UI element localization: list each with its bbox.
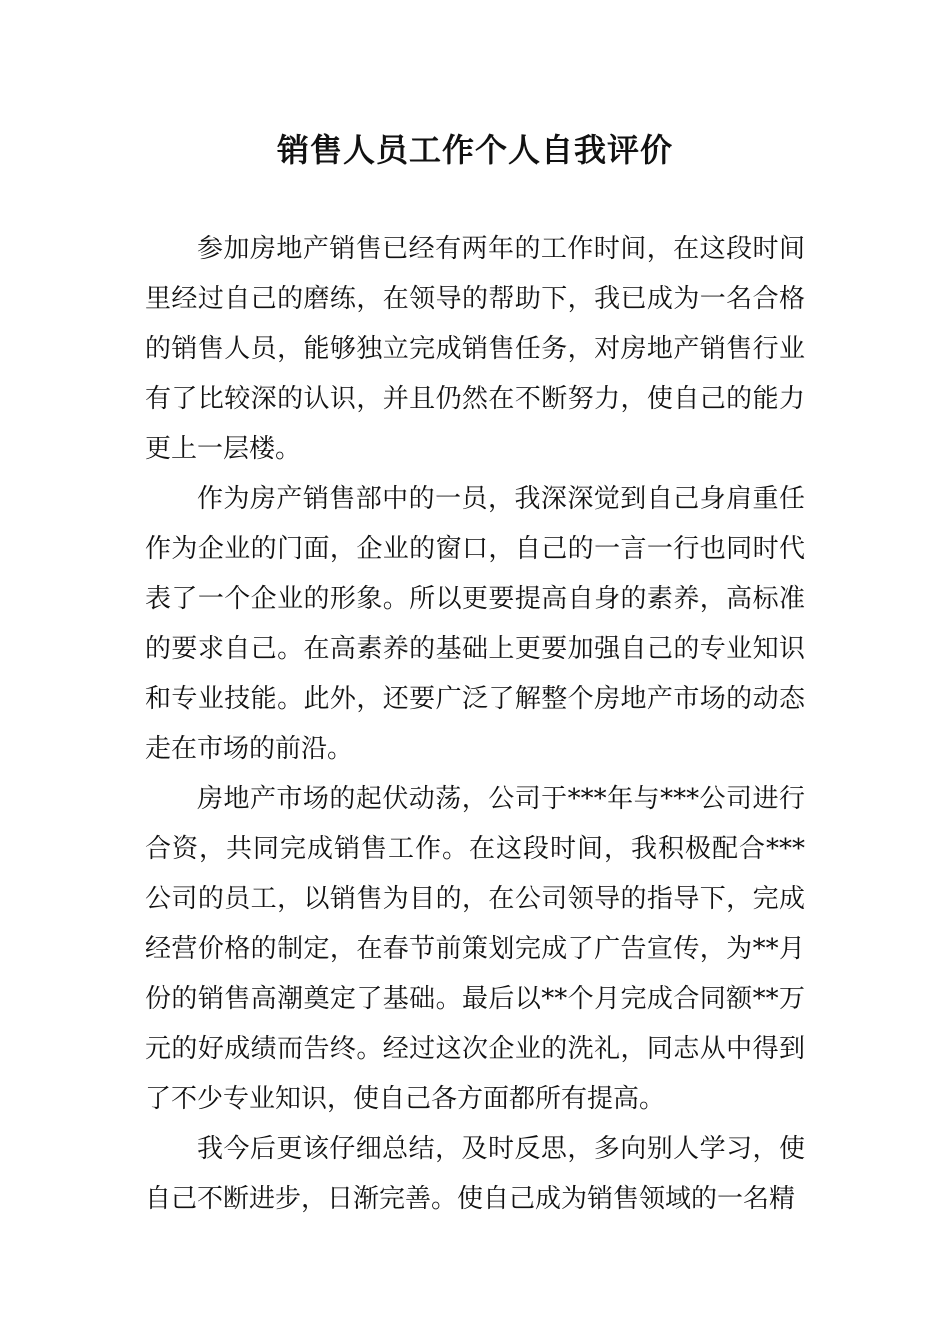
paragraph-3: 房地产市场的起伏动荡，公司于***年与***公司进行合资，共同完成销售工作。在这段时间，我积极配合***公司的员工，以销售为目的，在公司领导的指导下，完成经营价格的制定，在春节前策划完成了广告宣传，为**月份的销售高潮奠定了基础。最后以**个月完成合同额**万元的好成绩而告终。经过这次企业的洗礼，同志从中得到了不少专业知识，使自己各方面都所有提高。 bbox=[145, 784, 805, 1114]
page-title: 销售人员工作个人自我评价 bbox=[276, 131, 673, 169]
document-body bbox=[145, 224, 805, 1224]
paragraph-1: 参加房地产销售已经有两年的工作时间，在这段时间里经过自己的磨练，在领导的帮助下，我已成为一名合格的销售人员，能够独立完成销售任务，对房地产销售行业有了比较深的认识，并且仍然在不断努力，使自己的能力更上一层楼。 bbox=[145, 234, 805, 464]
paragraph-4: 我今后更该仔细总结，及时反思，多向别人学习，使自己不断进步，日渐完善。使自己成为销售领域的一名精 bbox=[145, 1134, 805, 1214]
paragraph-2: 作为房产销售部中的一员，我深深觉到自己身肩重任作为企业的门面，企业的窗口，自己的一言一行也同时代表了一个企业的形象。所以更要提高自身的素养，高标准的要求自己。在高素养的基础上更要加强自己的专业知识和专业技能。此外，还要广泛了解整个房地产市场的动态走在市场的前沿。 bbox=[145, 484, 805, 764]
